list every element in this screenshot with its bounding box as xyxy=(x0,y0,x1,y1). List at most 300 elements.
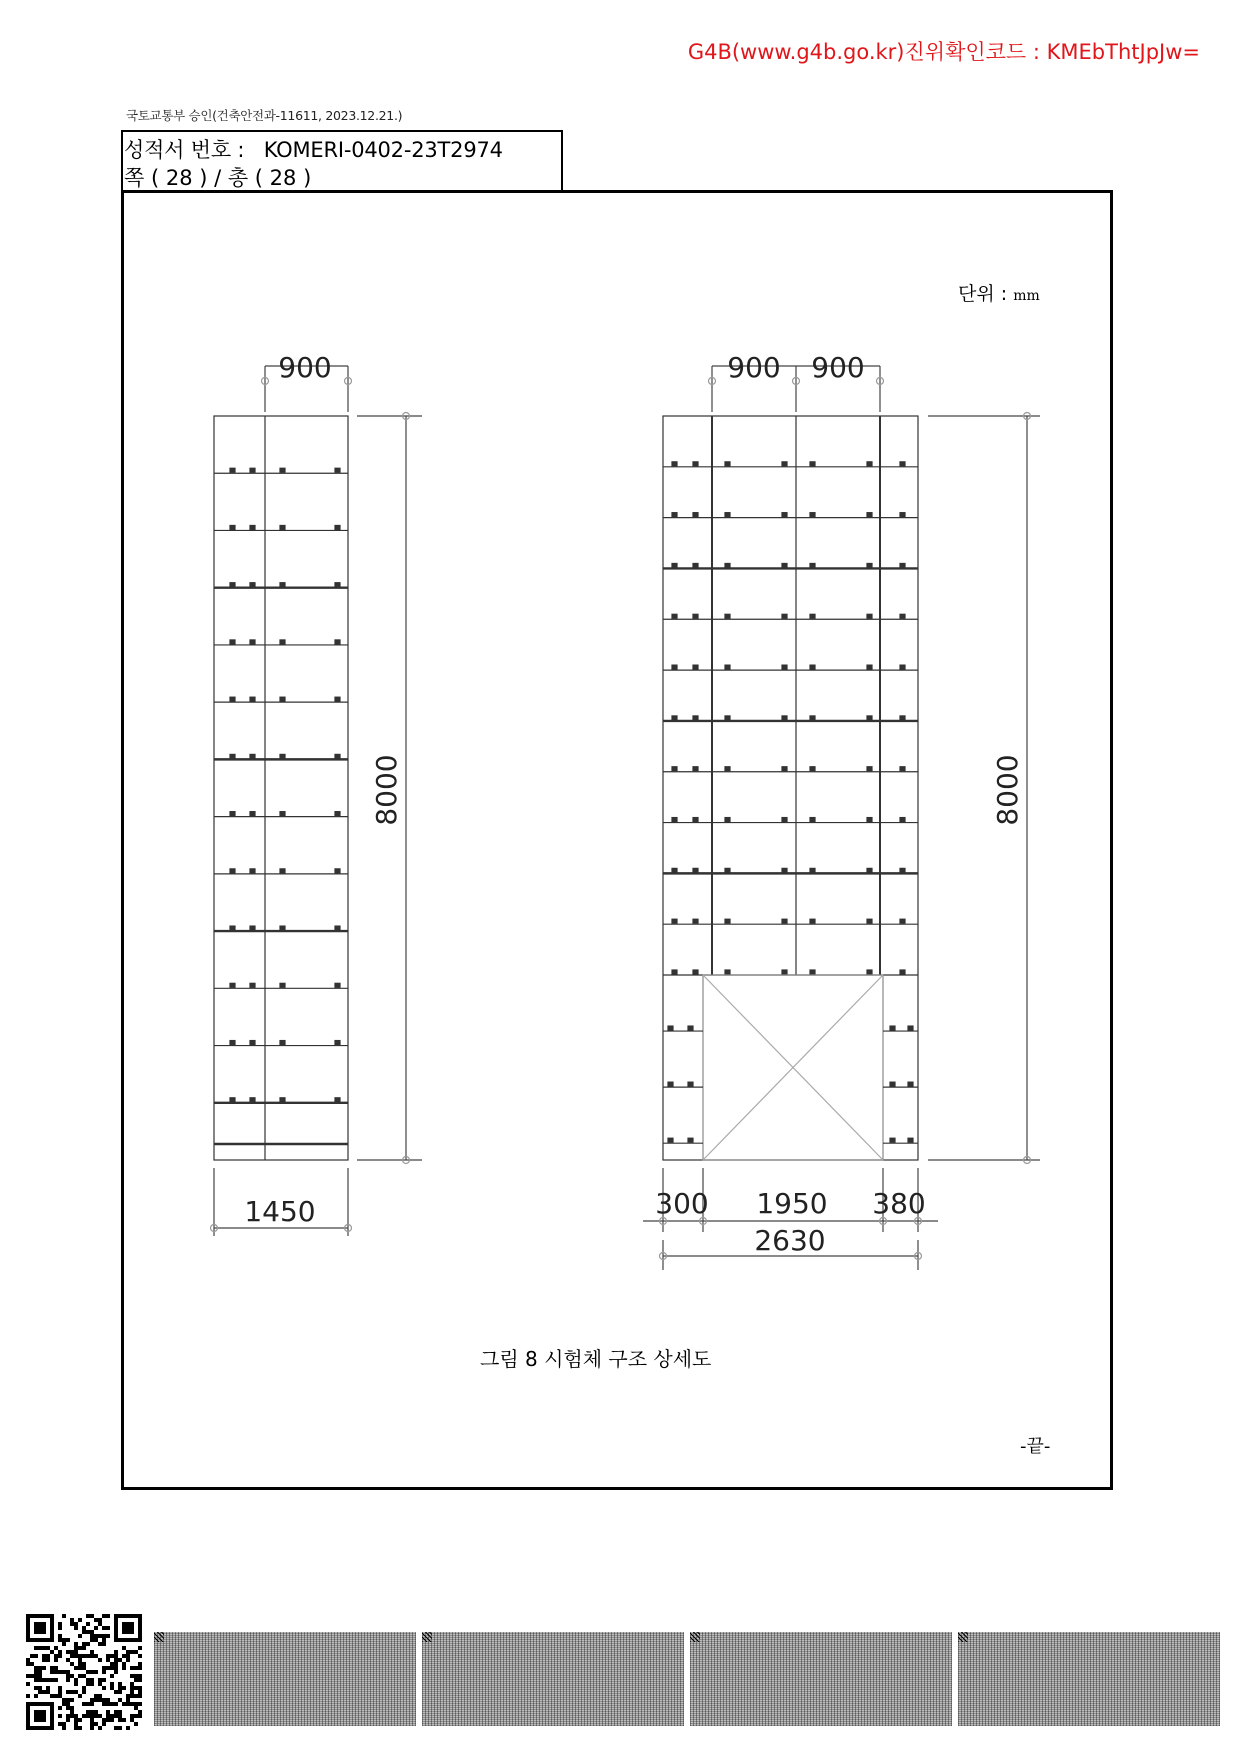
qr-module xyxy=(34,1646,38,1650)
qr-module xyxy=(138,1666,142,1670)
right-panel-fastener xyxy=(867,868,872,872)
qr-module xyxy=(42,1690,46,1694)
qr-module xyxy=(62,1698,66,1702)
qr-module xyxy=(90,1614,94,1618)
qr-code-icon xyxy=(26,1614,142,1730)
qr-module xyxy=(90,1654,94,1658)
qr-module xyxy=(98,1658,102,1662)
barcode-strip-2 xyxy=(422,1632,684,1726)
qr-module xyxy=(130,1650,134,1654)
right-panel-fastener xyxy=(782,818,787,822)
qr-module xyxy=(26,1674,30,1678)
qr-module xyxy=(102,1678,106,1682)
right-panel-fastener xyxy=(900,970,905,974)
qr-module xyxy=(78,1694,82,1698)
qr-module xyxy=(34,1686,38,1690)
qr-module xyxy=(58,1690,62,1694)
qr-module xyxy=(78,1646,82,1650)
qr-module xyxy=(74,1650,78,1654)
qr-module xyxy=(106,1714,110,1718)
barcode-strip-4 xyxy=(958,1632,1220,1726)
left-panel-fastener xyxy=(335,812,340,816)
qr-module xyxy=(90,1710,94,1714)
qr-module xyxy=(122,1654,126,1658)
qr-module xyxy=(82,1642,86,1646)
qr-module xyxy=(94,1638,98,1642)
qr-module xyxy=(98,1682,102,1686)
left-panel-fastener xyxy=(335,926,340,930)
right-panel-fastener xyxy=(672,970,677,974)
qr-module xyxy=(86,1622,90,1626)
left-panel-fastener xyxy=(250,583,255,587)
qr-module xyxy=(74,1666,78,1670)
right-panel-fastener xyxy=(693,868,698,872)
right-bottom-total-dim: 2630 xyxy=(754,1224,826,1257)
barcode-strip-1 xyxy=(154,1632,416,1726)
qr-module xyxy=(74,1690,78,1694)
right-panel-fastener xyxy=(900,462,905,466)
right-panel-fastener xyxy=(672,665,677,669)
right-panel-fastener xyxy=(810,868,815,872)
qr-module xyxy=(130,1666,134,1670)
left-panel-fastener xyxy=(280,697,285,701)
qr-module xyxy=(74,1682,78,1686)
qr-module xyxy=(102,1670,106,1674)
qr-module xyxy=(130,1694,134,1698)
qr-module xyxy=(138,1690,142,1694)
right-panel-fastener xyxy=(693,665,698,669)
right-top-width-right-dim: 900 xyxy=(811,351,865,384)
left-panel-fastener xyxy=(280,1098,285,1102)
qr-module xyxy=(70,1654,74,1658)
qr-module xyxy=(66,1678,70,1682)
qr-module xyxy=(106,1654,110,1658)
qr-module xyxy=(82,1674,86,1678)
right-panel-fastener xyxy=(782,563,787,567)
right-panel-fastener xyxy=(672,462,677,466)
qr-module xyxy=(114,1650,118,1654)
qr-module xyxy=(98,1642,102,1646)
right-bottom-left-dim: 300 xyxy=(655,1187,709,1220)
right-panel-fastener xyxy=(725,868,730,872)
right-panel-fastener xyxy=(867,665,872,669)
qr-module xyxy=(114,1710,118,1714)
qr-module xyxy=(38,1686,42,1690)
qr-module xyxy=(38,1690,42,1694)
qr-module xyxy=(34,1654,38,1658)
qr-module xyxy=(98,1634,102,1638)
right-panel-fastener xyxy=(725,716,730,720)
qr-module xyxy=(106,1718,110,1722)
right-panel-fastener xyxy=(725,767,730,771)
qr-module xyxy=(118,1726,122,1730)
qr-module xyxy=(114,1654,118,1658)
left-top-width-dim: 900 xyxy=(278,351,332,384)
jamb-fastener xyxy=(668,1026,673,1030)
qr-module xyxy=(58,1670,62,1674)
qr-module xyxy=(38,1646,42,1650)
right-panel-fastener xyxy=(725,563,730,567)
left-panel-fastener xyxy=(280,926,285,930)
jamb-fastener xyxy=(890,1138,895,1142)
right-panel-fastener xyxy=(810,970,815,974)
qr-module xyxy=(78,1718,82,1722)
qr-module xyxy=(50,1694,54,1698)
qr-module xyxy=(90,1702,94,1706)
qr-module xyxy=(114,1690,118,1694)
right-panel-fastener xyxy=(672,614,677,618)
qr-module xyxy=(134,1666,138,1670)
left-panel-fastener xyxy=(280,754,285,758)
left-panel-fastener xyxy=(250,525,255,529)
qr-module xyxy=(86,1642,90,1646)
left-panel-fastener xyxy=(335,640,340,644)
qr-module xyxy=(94,1634,98,1638)
left-panel-fastener xyxy=(250,812,255,816)
right-panel-fastener xyxy=(782,614,787,618)
qr-module xyxy=(62,1642,66,1646)
qr-module xyxy=(66,1638,70,1642)
qr-module xyxy=(42,1646,46,1650)
qr-module xyxy=(58,1622,62,1626)
qr-module xyxy=(66,1698,70,1702)
right-panel-fastener xyxy=(782,767,787,771)
qr-module xyxy=(102,1718,106,1722)
qr-module xyxy=(74,1714,78,1718)
jamb-fastener xyxy=(908,1082,913,1086)
right-panel-fastener xyxy=(900,767,905,771)
qr-module xyxy=(86,1682,90,1686)
jamb-fastener xyxy=(688,1138,693,1142)
unit-value: mm xyxy=(1013,288,1040,304)
left-panel-fastener xyxy=(250,983,255,987)
qr-module xyxy=(106,1626,110,1630)
qr-module xyxy=(102,1698,106,1702)
right-panel-fastener xyxy=(810,919,815,923)
qr-module xyxy=(114,1666,118,1670)
right-panel-fastener xyxy=(810,513,815,517)
qr-module xyxy=(102,1642,106,1646)
qr-module xyxy=(86,1670,90,1674)
qr-module xyxy=(66,1714,70,1718)
right-panel-fastener xyxy=(693,614,698,618)
qr-module xyxy=(106,1658,110,1662)
qr-module xyxy=(86,1702,90,1706)
qr-module xyxy=(78,1674,82,1678)
qr-module xyxy=(70,1698,74,1702)
qr-module xyxy=(130,1686,134,1690)
qr-module xyxy=(70,1618,74,1622)
qr-module xyxy=(70,1662,74,1666)
right-panel-fastener xyxy=(672,868,677,872)
qr-module xyxy=(122,1686,126,1690)
qr-module xyxy=(98,1714,102,1718)
qr-module xyxy=(34,1694,38,1698)
left-panel-fastener xyxy=(250,697,255,701)
qr-module xyxy=(94,1654,98,1658)
qr-module xyxy=(38,1678,42,1682)
left-panel-fastener xyxy=(230,697,235,701)
right-panel-fastener xyxy=(810,818,815,822)
qr-module xyxy=(134,1650,138,1654)
qr-module xyxy=(134,1678,138,1682)
right-panel-fastener xyxy=(725,818,730,822)
qr-module xyxy=(110,1682,114,1686)
right-panel-fastener xyxy=(867,970,872,974)
qr-module xyxy=(118,1718,122,1722)
report-number-value: KOMERI-0402-23T2974 xyxy=(263,138,503,162)
qr-module xyxy=(134,1706,138,1710)
right-panel-fastener xyxy=(782,513,787,517)
left-height-dim: 8000 xyxy=(370,754,403,826)
right-panel-fastener xyxy=(810,462,815,466)
qr-module xyxy=(58,1686,62,1690)
qr-module xyxy=(70,1706,74,1710)
qr-module xyxy=(118,1710,122,1714)
qr-module xyxy=(86,1630,90,1634)
qr-module xyxy=(66,1650,70,1654)
left-panel-fastener xyxy=(230,1098,235,1102)
right-panel-fastener xyxy=(693,767,698,771)
qr-module xyxy=(78,1726,82,1730)
qr-module xyxy=(54,1670,58,1674)
qr-module xyxy=(138,1686,142,1690)
qr-module xyxy=(74,1622,78,1626)
qr-module xyxy=(30,1662,34,1666)
qr-module xyxy=(58,1722,62,1726)
qr-module xyxy=(134,1722,138,1726)
qr-module xyxy=(30,1654,34,1658)
qr-module xyxy=(30,1674,34,1678)
qr-module xyxy=(82,1714,86,1718)
qr-module xyxy=(102,1702,106,1706)
right-panel-fastener xyxy=(810,614,815,618)
qr-module xyxy=(118,1690,122,1694)
qr-module xyxy=(38,1674,42,1678)
qr-module xyxy=(66,1718,70,1722)
right-panel-fastener xyxy=(810,665,815,669)
right-panel-fastener xyxy=(867,919,872,923)
right-panel-fastener xyxy=(693,462,698,466)
left-panel-fastener xyxy=(230,1041,235,1045)
qr-module xyxy=(82,1662,86,1666)
qr-module xyxy=(106,1702,110,1706)
qr-module xyxy=(110,1686,114,1690)
jamb-fastener xyxy=(688,1026,693,1030)
qr-module xyxy=(94,1670,98,1674)
qr-module xyxy=(58,1654,62,1658)
qr-module xyxy=(46,1646,50,1650)
qr-module xyxy=(42,1678,46,1682)
qr-module xyxy=(34,1670,38,1674)
verification-code: G4B(www.g4b.go.kr)진위확인코드 : KMEbThtJpJw= xyxy=(687,40,1200,64)
qr-module xyxy=(90,1634,94,1638)
qr-module xyxy=(34,1666,38,1670)
left-panel-fastener xyxy=(250,869,255,873)
jamb-fastener xyxy=(908,1026,913,1030)
qr-module xyxy=(74,1626,78,1630)
qr-module xyxy=(126,1698,130,1702)
jamb-fastener xyxy=(668,1082,673,1086)
qr-module xyxy=(58,1626,62,1630)
qr-module xyxy=(130,1718,134,1722)
qr-module xyxy=(62,1670,66,1674)
left-panel-fastener xyxy=(250,1098,255,1102)
qr-module xyxy=(118,1698,122,1702)
jamb-fastener xyxy=(890,1026,895,1030)
jamb-fastener xyxy=(908,1138,913,1142)
qr-module xyxy=(86,1714,90,1718)
qr-module xyxy=(86,1710,90,1714)
right-panel-fastener xyxy=(782,970,787,974)
right-panel-drawing xyxy=(663,416,918,1160)
left-panel-fastener xyxy=(230,583,235,587)
right-panel-fastener xyxy=(867,767,872,771)
qr-module xyxy=(74,1646,78,1650)
qr-module xyxy=(102,1614,106,1618)
qr-module xyxy=(102,1666,106,1670)
qr-module xyxy=(66,1706,70,1710)
qr-module xyxy=(130,1674,134,1678)
left-panel-fastener xyxy=(230,754,235,758)
right-panel-fastener xyxy=(693,716,698,720)
left-panel-fastener xyxy=(250,640,255,644)
right-panel-fastener xyxy=(725,462,730,466)
qr-module xyxy=(98,1622,102,1626)
qr-module xyxy=(138,1662,142,1666)
qr-module xyxy=(114,1662,118,1666)
qr-module xyxy=(82,1630,86,1634)
qr-module xyxy=(118,1682,122,1686)
qr-module xyxy=(82,1690,86,1694)
qr-module xyxy=(50,1666,54,1670)
barcode-strip-3 xyxy=(690,1632,952,1726)
qr-module xyxy=(138,1674,142,1678)
qr-module xyxy=(134,1686,138,1690)
left-bottom-width-dim: 1450 xyxy=(244,1195,316,1228)
page-info: 쪽 ( 28 ) / 총 ( 28 ) xyxy=(124,166,312,190)
unit-label-text: 단위 : xyxy=(958,283,1008,305)
qr-module xyxy=(82,1666,86,1670)
right-panel-fastener xyxy=(900,563,905,567)
left-panel-fastener xyxy=(230,525,235,529)
qr-module xyxy=(134,1674,138,1678)
qr-module xyxy=(90,1638,94,1642)
qr-module xyxy=(82,1646,86,1650)
qr-module xyxy=(46,1686,50,1690)
qr-module xyxy=(86,1614,90,1618)
qr-module xyxy=(126,1726,130,1730)
qr-module xyxy=(130,1714,134,1718)
left-panel-fastener xyxy=(280,983,285,987)
qr-module xyxy=(82,1702,86,1706)
right-panel-fastener xyxy=(782,716,787,720)
qr-module xyxy=(98,1694,102,1698)
qr-module xyxy=(46,1658,50,1662)
qr-module xyxy=(94,1710,98,1714)
qr-module xyxy=(138,1694,142,1698)
qr-module xyxy=(138,1702,142,1706)
qr-module xyxy=(26,1682,30,1686)
right-panel-fastener xyxy=(672,919,677,923)
qr-module xyxy=(98,1678,102,1682)
left-panel-fastener xyxy=(280,1041,285,1045)
qr-module xyxy=(110,1662,114,1666)
qr-module xyxy=(86,1654,90,1658)
left-panel-fastener xyxy=(335,583,340,587)
left-panel-fastener xyxy=(280,812,285,816)
end-mark: -끝- xyxy=(1020,1436,1051,1457)
qr-module xyxy=(90,1682,94,1686)
right-panel-fastener xyxy=(693,818,698,822)
right-panel-fastener xyxy=(810,563,815,567)
qr-module xyxy=(50,1670,54,1674)
left-panel-fastener xyxy=(230,926,235,930)
qr-module xyxy=(118,1658,122,1662)
qr-module xyxy=(58,1650,62,1654)
qr-module xyxy=(106,1710,110,1714)
qr-module xyxy=(62,1702,66,1706)
right-panel-fastener xyxy=(782,868,787,872)
left-panel-fastener xyxy=(280,869,285,873)
qr-module xyxy=(66,1670,70,1674)
qr-module xyxy=(94,1698,98,1702)
qr-finder-core xyxy=(34,1710,46,1722)
qr-module xyxy=(110,1674,114,1678)
qr-module xyxy=(126,1658,130,1662)
right-panel-fastener xyxy=(693,919,698,923)
qr-module xyxy=(62,1722,66,1726)
qr-module xyxy=(38,1670,42,1674)
qr-module xyxy=(54,1678,58,1682)
right-bottom-right-dim: 380 xyxy=(872,1187,926,1220)
qr-module xyxy=(78,1634,82,1638)
left-panel-fastener xyxy=(335,754,340,758)
qr-module xyxy=(70,1622,74,1626)
right-panel-fastener xyxy=(672,716,677,720)
qr-module xyxy=(78,1618,82,1622)
qr-module xyxy=(78,1662,82,1666)
qr-module xyxy=(90,1726,94,1730)
qr-module xyxy=(38,1666,42,1670)
qr-module xyxy=(94,1618,98,1622)
qr-module xyxy=(110,1702,114,1706)
qr-module xyxy=(110,1666,114,1670)
qr-module xyxy=(118,1686,122,1690)
right-panel-fastener xyxy=(725,665,730,669)
qr-module xyxy=(90,1698,94,1702)
right-panel-fastener xyxy=(867,818,872,822)
qr-module xyxy=(130,1682,134,1686)
qr-module xyxy=(126,1702,130,1706)
left-panel-fastener xyxy=(230,812,235,816)
right-panel-fastener xyxy=(900,818,905,822)
qr-module xyxy=(42,1654,46,1658)
qr-module xyxy=(34,1678,38,1682)
qr-module xyxy=(70,1690,74,1694)
jamb-fastener xyxy=(688,1082,693,1086)
qr-module xyxy=(74,1722,78,1726)
qr-module xyxy=(70,1710,74,1714)
qr-module xyxy=(98,1726,102,1730)
left-panel-drawing xyxy=(214,416,348,1160)
right-panel-fastener xyxy=(900,665,905,669)
qr-module xyxy=(110,1718,114,1722)
qr-module xyxy=(66,1658,70,1662)
qr-module xyxy=(126,1694,130,1698)
qr-module xyxy=(126,1654,130,1658)
right-bottom-center-dim: 1950 xyxy=(756,1187,828,1220)
